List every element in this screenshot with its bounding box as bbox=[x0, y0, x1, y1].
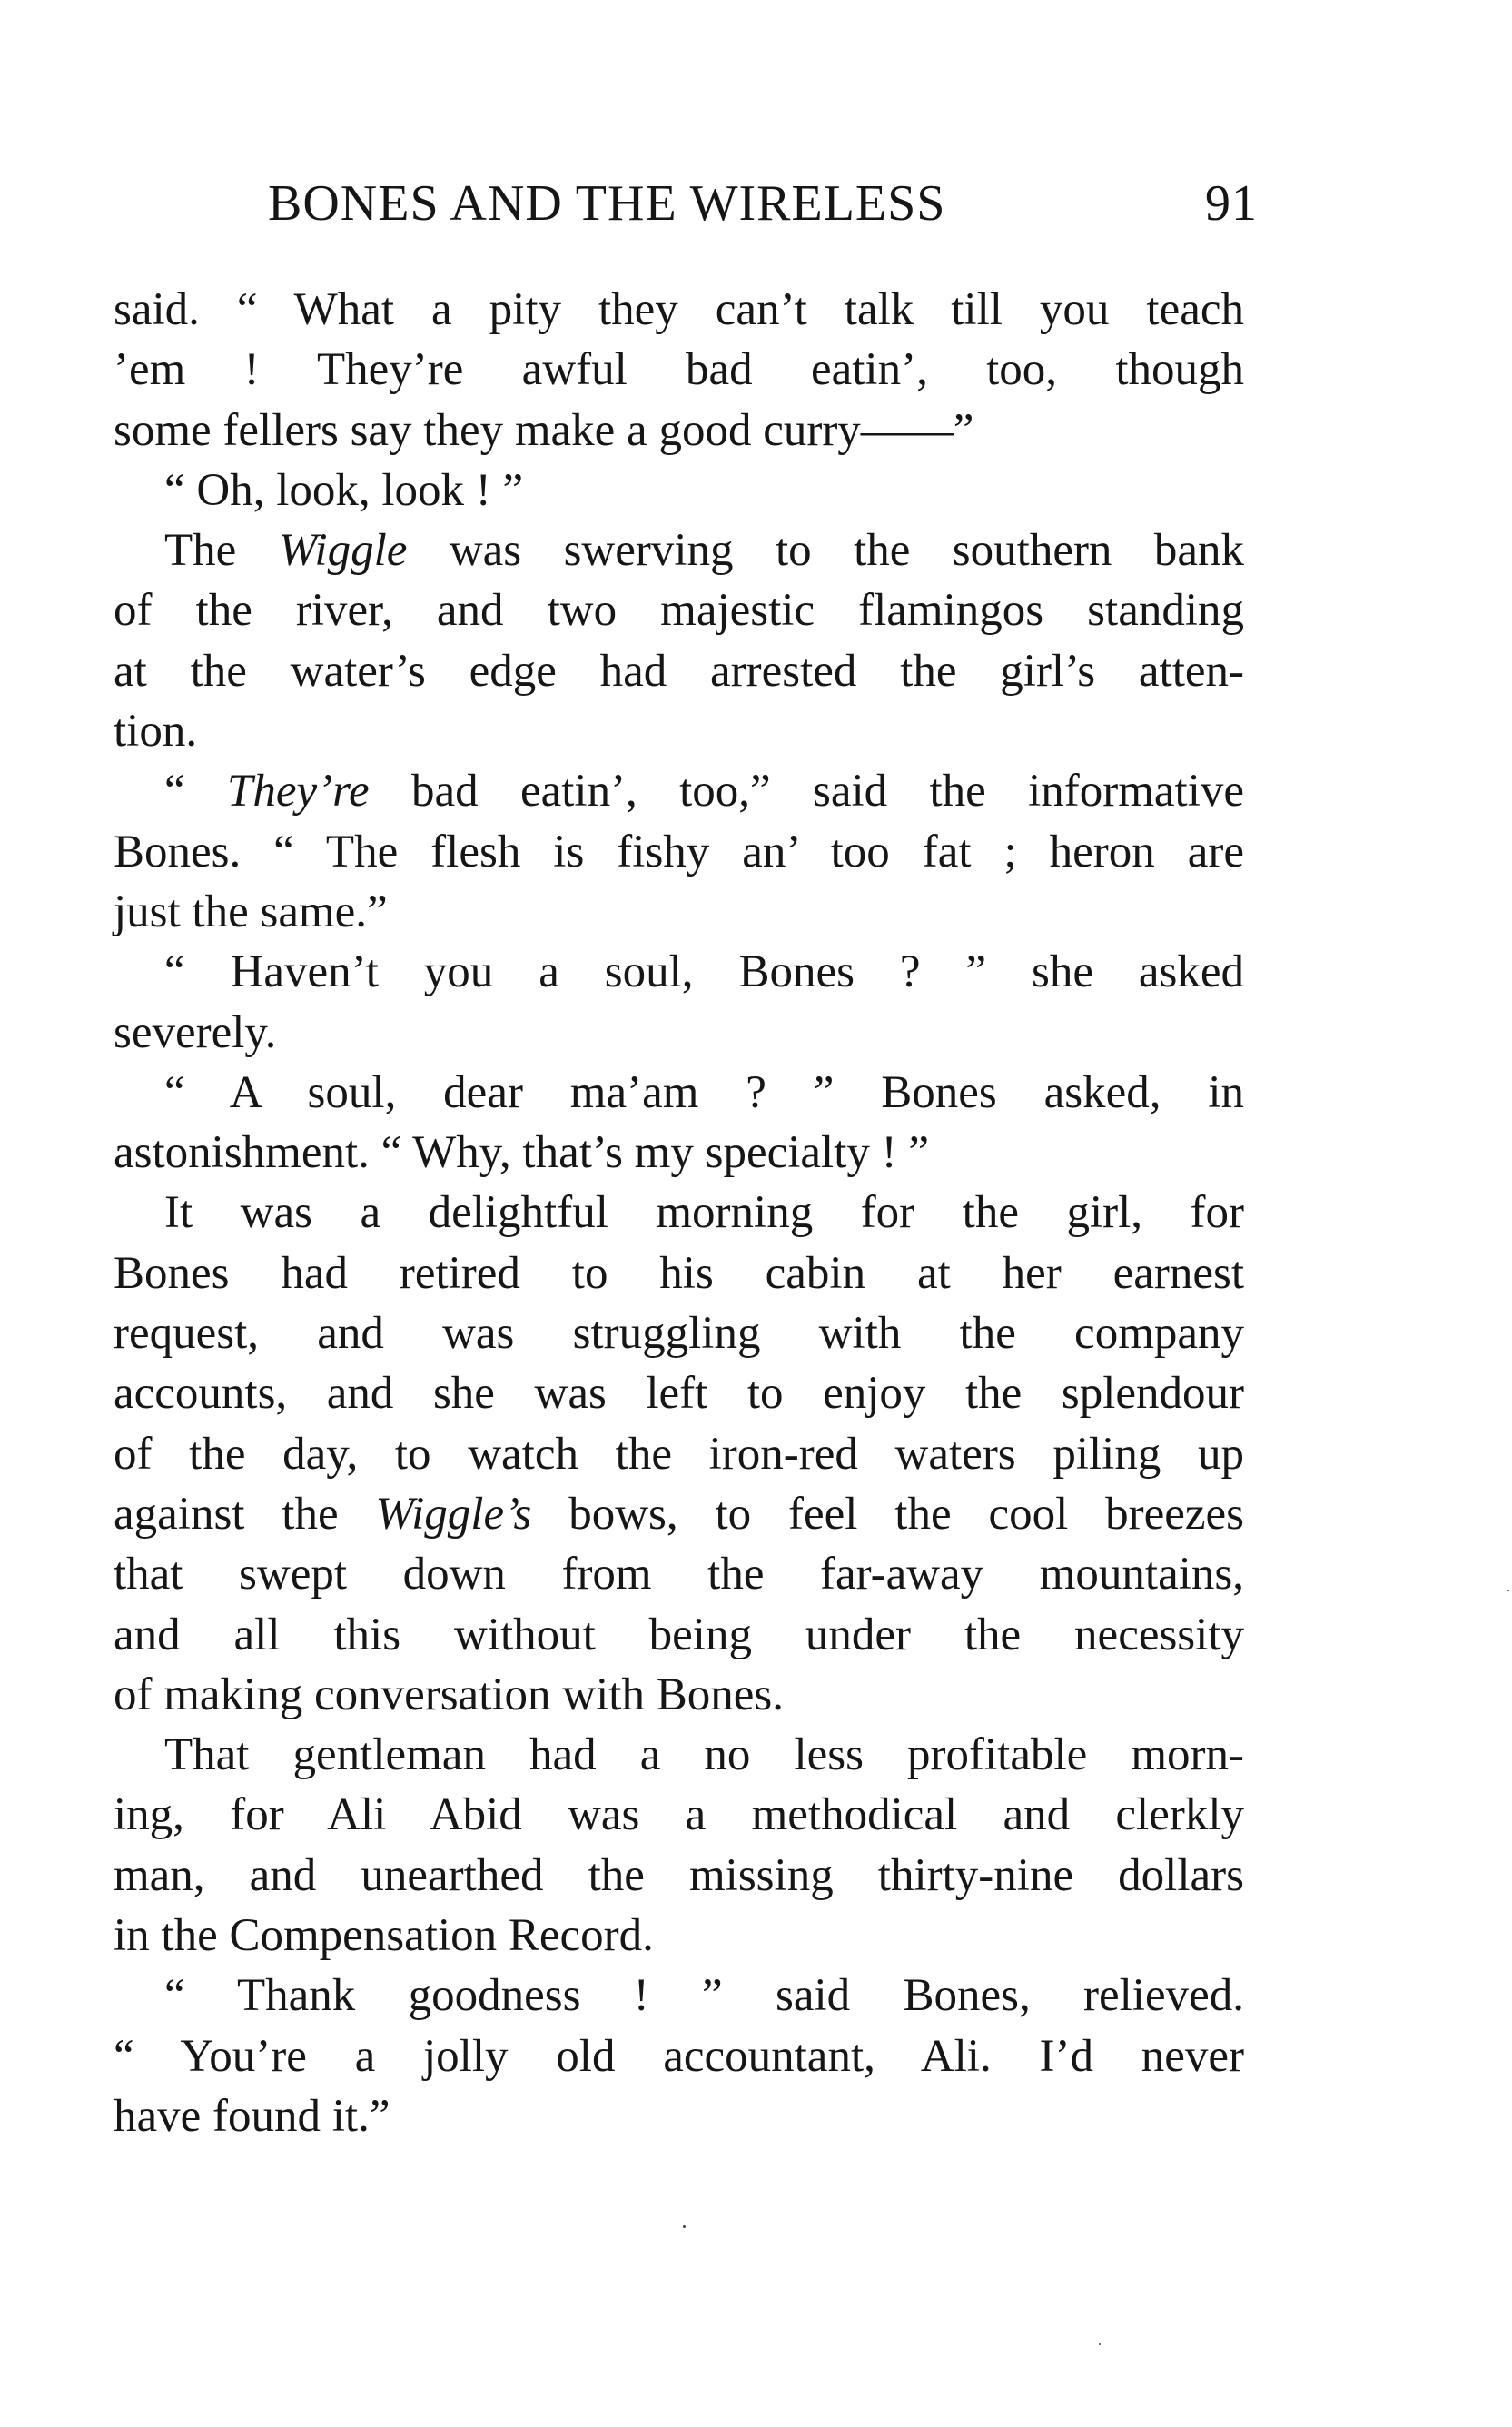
text-line: of the day, to watch the iron-red waters piling up bbox=[114, 1428, 1244, 1480]
text-line: “ Haven’t you a soul, Bones ? ” she asked bbox=[164, 946, 1244, 998]
scan-speck bbox=[1099, 2343, 1101, 2345]
text-line: that swept down from the far-away mountains, bbox=[114, 1549, 1244, 1600]
text-line: “ Oh, look, look ! ” bbox=[164, 464, 524, 516]
text-line: “ They’re bad eatin’, too,” said the informative bbox=[164, 766, 1245, 817]
text-line: Bones had retired to his cabin at her earnest bbox=[114, 1247, 1244, 1299]
text-line: against the Wiggle’s bows, to feel the cool breezes bbox=[114, 1488, 1244, 1540]
text-line: some fellers say they make a good curry——” bbox=[114, 404, 974, 456]
text-line: and all this without being under the necessity bbox=[114, 1609, 1244, 1660]
text-line: “ Thank goodness ! ” said Bones, relieved. bbox=[164, 1970, 1244, 2022]
text-line: in the Compensation Record. bbox=[114, 1910, 654, 1962]
text-line: severely. bbox=[114, 1006, 277, 1058]
running-header bbox=[268, 174, 1258, 238]
text-line: Bones. “ The flesh is fishy an’ too fat ; heron are bbox=[114, 826, 1244, 877]
page-number: 91 bbox=[1205, 175, 1258, 232]
text-line: It was a delightful morning for the girl, for bbox=[164, 1187, 1244, 1239]
running-title: BONES AND THE WIRELESS bbox=[268, 175, 946, 232]
scan-speck bbox=[1507, 1590, 1509, 1591]
text-line: “ A soul, dear ma’am ? ” Bones asked, in bbox=[164, 1066, 1244, 1118]
text-line: of the river, and two majestic flamingos standing bbox=[114, 585, 1244, 637]
text-line: have found it.” bbox=[114, 2090, 390, 2142]
text-line: ing, for Ali Abid was a methodical and clerkly bbox=[114, 1789, 1244, 1841]
scan-speck bbox=[683, 2225, 686, 2228]
text-line: of making conversation with Bones. bbox=[114, 1669, 784, 1720]
body-text bbox=[114, 280, 1244, 2146]
text-line: accounts, and she was left to enjoy the splendour bbox=[114, 1368, 1244, 1420]
text-line: “ You’re a jolly old accountant, Ali. I’d never bbox=[114, 2030, 1244, 2082]
text-line: man, and unearthed the missing thirty-nine dollars bbox=[114, 1849, 1244, 1901]
text-line: said. “ What a pity they can’t talk till you teach bbox=[114, 284, 1244, 335]
text-line: That gentleman had a no less profitable morn- bbox=[164, 1729, 1244, 1781]
text-line: ’em ! They’re awful bad eatin’, too, though bbox=[114, 344, 1244, 396]
text-line: at the water’s edge had arrested the girl’s atten- bbox=[114, 645, 1244, 697]
text-line: request, and was struggling with the company bbox=[114, 1308, 1244, 1360]
text-line: just the same.” bbox=[114, 886, 388, 937]
text-line: tion. bbox=[114, 706, 198, 758]
text-line: astonishment. “ Why, that’s my specialty ! ” bbox=[114, 1127, 929, 1179]
text-line: The Wiggle was swerving to the southern bank bbox=[164, 525, 1245, 577]
